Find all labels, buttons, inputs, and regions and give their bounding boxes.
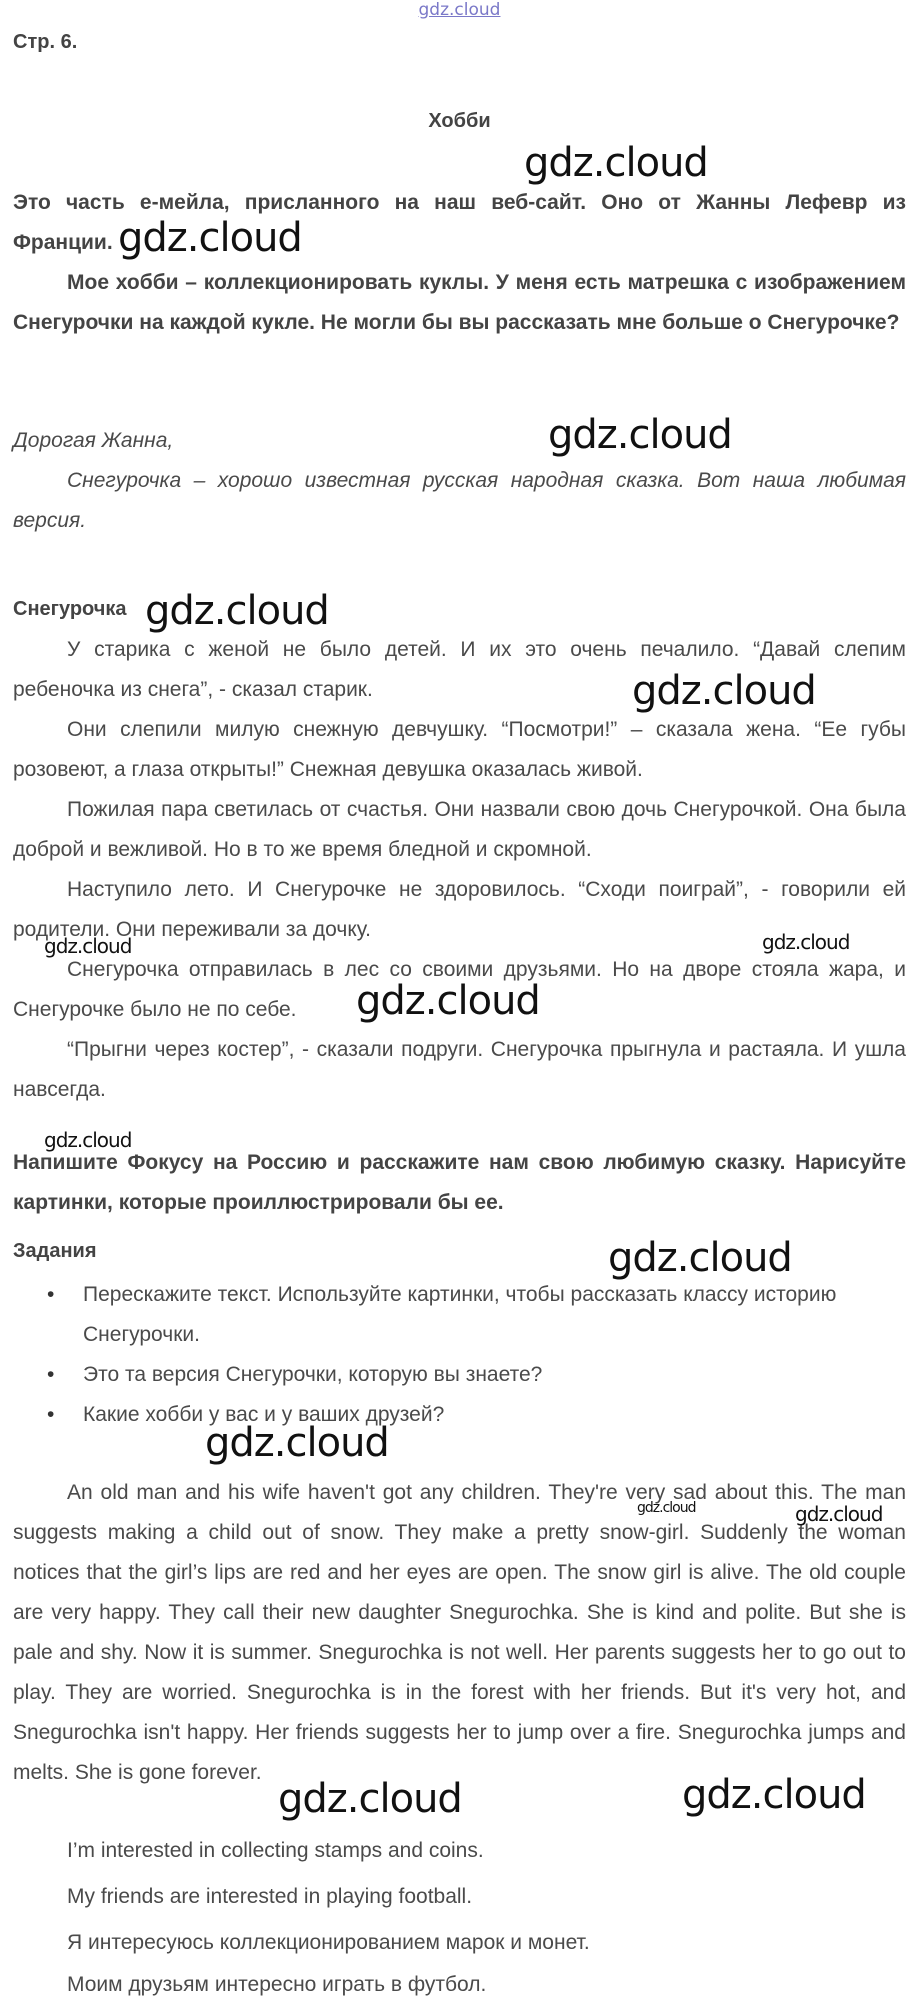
- tasks-heading: Задания: [13, 1240, 97, 1262]
- watermark: gdz.cloud: [118, 215, 302, 261]
- intro-text: Это часть е-мейла, присланного на наш веб-сайт. Оно от Жанны Лефевр из Франции.: [13, 191, 906, 254]
- answer-line: My friends are interested in playing football.: [67, 1885, 473, 1908]
- watermark: gdz.cloud: [682, 1772, 866, 1818]
- watermark: gdz.cloud: [356, 978, 540, 1024]
- page-number: Стр. 6.: [13, 31, 78, 53]
- watermark: gdz.cloud: [44, 934, 132, 958]
- answer-line: Я интересуюсь коллекционированием марок и монет.: [67, 1931, 590, 1954]
- story-heading: Снегурочка: [13, 598, 127, 620]
- letter-greeting: Дорогая Жанна,: [13, 429, 174, 452]
- watermark: gdz.cloud: [795, 1502, 883, 1526]
- email-quote: Мое хобби – коллекционировать куклы. У меня есть матрешка с изображением Снегурочки на каждой кукле. Не могли бы вы рассказать мне больше о Снегурочке?: [13, 271, 906, 334]
- page-title: Хобби: [428, 110, 491, 132]
- watermark: gdz.cloud: [44, 1128, 132, 1152]
- story-paragraph: У старика с женой не было детей. И их это очень печалило. “Давай слепим ребеночка из снега”, - сказал старик.: [13, 638, 906, 701]
- english-translation: An old man and his wife haven't got any children. They're very sad about this. The man suggests making a child out of snow. They make a pretty snow-girl. Suddenly the woman notices that the girl’s lips are red and her eyes are open. The snow girl is alive. The old couple are very happy. They call their new daughter Snegurochka. She is kind and polite. But she is pale and shy. Now it is summer. Snegurochka is not well. Her parents suggests her to go out to play. They are worried. Snegurochka is in the forest with her friends. But it's very hot, and Snegurochka isn't happy. Her friends suggests her to jump over a fire. Snegurochka jumps and melts. She is gone forever.: [13, 1481, 906, 1784]
- answer-line: I’m interested in collecting stamps and coins.: [67, 1839, 484, 1862]
- call-to-action: Напишите Фокусу на Россию и расскажите нам свою любимую сказку. Нарисуйте картинки, которые проиллюстрировали бы ее.: [13, 1151, 906, 1214]
- story-paragraph: Наступило лето. И Снегурочке не здоровилось. “Сходи поиграй”, - говорили ей родители. Они переживали за дочку.: [13, 878, 906, 941]
- watermark: gdz.cloud: [637, 1500, 696, 1516]
- tasks-list: [13, 1275, 906, 1435]
- letter-section: [13, 421, 906, 541]
- watermark: gdz.cloud: [608, 1235, 792, 1281]
- story-paragraph: Они слепили милую снежную девчушку. “Посмотри!” – сказала жена. “Ее губы розовеют, а глаза открыты!” Снежная девушка оказалась живой.: [13, 718, 906, 781]
- story-paragraph: Пожилая пара светилась от счастья. Они назвали свою дочь Снегурочкой. Она была доброй и вежливой. Но в то же время бледной и скромной.: [13, 798, 906, 861]
- watermark: gdz.cloud: [205, 1420, 389, 1466]
- task-item: • Перескажите текст. Используйте картинки, чтобы рассказать классу историю Снегурочки.: [13, 1275, 906, 1355]
- watermark: gdz.cloud: [145, 588, 329, 634]
- watermark: gdz.cloud: [278, 1776, 462, 1822]
- watermark-top-link[interactable]: gdz.cloud: [418, 0, 501, 20]
- watermark: gdz.cloud: [762, 930, 850, 954]
- story-paragraph: “Прыгни через костер”, - сказали подруги. Снегурочка прыгнула и растаяла. И ушла навсегда.: [13, 1038, 906, 1101]
- intro-section: [13, 183, 906, 343]
- watermark: gdz.cloud: [632, 668, 816, 714]
- watermark: gdz.cloud: [524, 140, 708, 186]
- task-item: • Это та версия Снегурочки, которую вы знаете?: [13, 1355, 906, 1395]
- watermark: gdz.cloud: [548, 412, 732, 458]
- task-item: • Какие хобби у вас и у ваших друзей?: [13, 1395, 906, 1435]
- story-paragraph: Снегурочка отправилась в лес со своими друзьями. Но на дворе стояла жара, и Снегурочке было не по себе.: [13, 958, 906, 1021]
- answer-line: Моим друзьям интересно играть в футбол.: [67, 1973, 487, 1996]
- letter-body: Снегурочка – хорошо известная русская народная сказка. Вот наша любимая версия.: [13, 469, 906, 532]
